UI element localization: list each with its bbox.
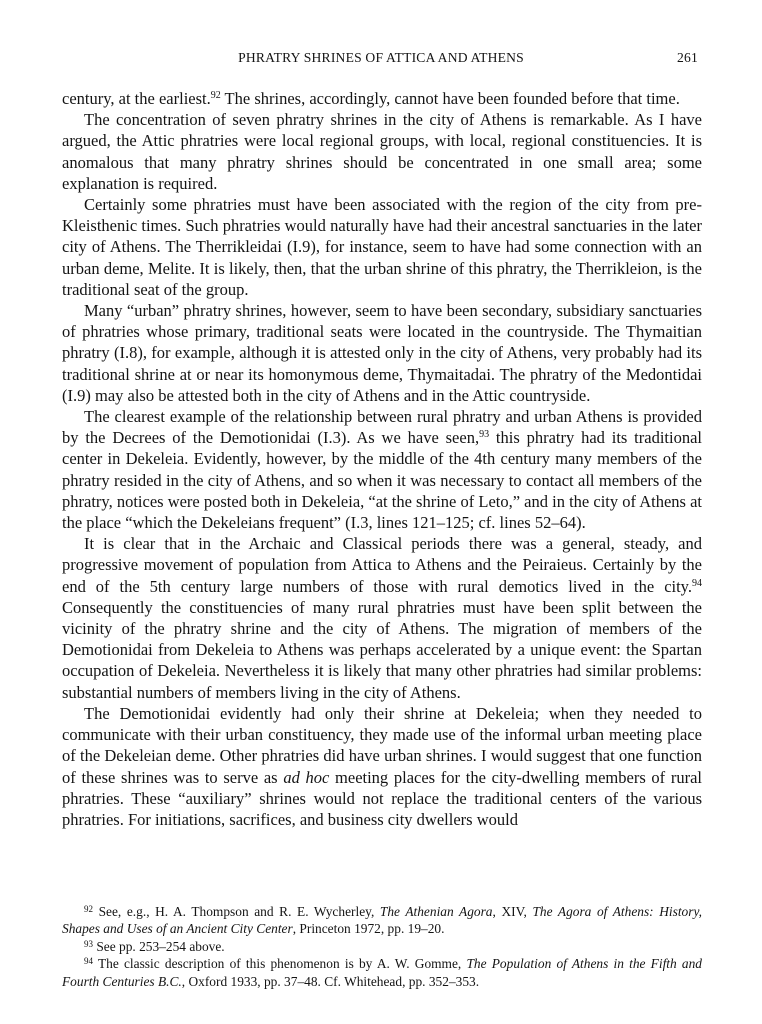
paragraph-text: The shrines, accordingly, cannot have been founded before that time.	[220, 89, 680, 108]
footnote-text: See, e.g., H. A. Thompson and R. E. Wycherley,	[93, 904, 380, 919]
footnote-italic: The Agora of Athens: History, Shapes and Uses of an Ancient City Center	[62, 904, 703, 937]
footnote-text: See pp. 253–254 above.	[93, 938, 225, 954]
paragraph-text: Many “urban” phratry shrines, however, seem to have been secondary, subsidiary sanctuaries of phratries whose primary, traditional seats were located in the countryside. The Thymaitian phratry (I.8), for example, although it is attested only in the city of Athens, very probably had its traditional shrine at or near its homonymous deme, Thymaitadai. The phratry of the Medontidai (I.9) may also be attested both in the city of Athens and in the Attic countryside.	[62, 301, 702, 405]
paragraph-text: The Demotionidai evidently had only their shrine at Dekeleia; when they needed to communicate with their urban constituency, they made use of the informal urban meeting place of the Dekeleian deme. Other phratries did have urban shrines. I would suggest that one function of these shrines was to serve as	[62, 703, 702, 787]
page-number: 261	[677, 50, 698, 65]
paragraph	[62, 406, 702, 533]
footnote-text: , Oxford 1933, pp. 37–48. Cf. Whitehead, pp. 352–353.	[181, 973, 480, 989]
footnote	[62, 955, 702, 990]
footnote-number: 94	[84, 956, 93, 967]
footnote-text: The classic description of this phenomenon is by A. W. Gomme,	[93, 956, 467, 972]
paragraph-text: this phratry had its traditional center in Dekeleia. Evidently, however, by the middle of the 4th century many members of the phratry resided in the city of Athens, and so when it was necessary to contact all members of the phratry, notices were posted both in Dekeleia, “at the shrine of Leto,” and in the city of Athens at the place “which the Dekeleians frequent” (I.3, lines 121–125; cf. lines 52–64).	[62, 428, 702, 533]
paragraph-text: The concentration of seven phratry shrines in the city of Athens is remarkable. As I have argued, the Attic phratries were local regional groups, with local, regional constituencies. It is anomalous that many phratry shrines should be concentrated in one small area; some explanation is required.	[62, 110, 702, 193]
paragraph-text: The clearest example of the relationship between rural phratry and urban Athens is provided by the Decrees of the Demotionidai (I.3). As we have seen,	[62, 407, 702, 448]
paragraph	[62, 88, 702, 109]
footnotes	[62, 903, 702, 990]
footnote-ref: 93	[479, 429, 490, 441]
footnote-italic: The Athenian Agora	[379, 904, 493, 919]
paragraph	[62, 109, 702, 194]
italic-text: ad hoc	[283, 767, 330, 787]
paragraph	[62, 533, 702, 703]
footnote-text: , XIV,	[492, 904, 533, 919]
footnote-ref: 92	[210, 90, 221, 101]
paragraph	[62, 194, 702, 300]
running-header	[62, 50, 700, 72]
footnote-ref: 94	[692, 577, 702, 589]
footnote-number: 92	[84, 904, 93, 914]
paragraph	[62, 703, 702, 830]
main-text	[62, 88, 702, 830]
footnote-number: 93	[84, 938, 93, 949]
paragraph-text: Certainly some phratries must have been associated with the region of the city from pre-Kleisthenic times. Such phratries would naturally have had their ancestral sanctuaries in the later city of Athens. The Therrikleidai (I.9), for instance, seem to have had some connection with an urban deme, Melite. It is likely, then, that the urban shrine of this phratry, the Therrikleion, is the traditional seat of the group.	[62, 195, 702, 299]
footnote	[62, 903, 702, 938]
footnote-italic: The Population of Athens in the Fifth and Fourth Centuries B.C.	[62, 956, 702, 989]
footnote	[62, 938, 702, 955]
paragraph	[62, 300, 702, 406]
paragraph-text: century, at the earliest.	[62, 89, 211, 108]
footnote-text: , Princeton 1972, pp. 19–20.	[292, 921, 445, 937]
paragraph-text: It is clear that in the Archaic and Classical periods there was a general, steady, and progressive movement of population from Attica to Athens and the Peiraieus. Certainly by the end of the 5th century large numbers of those with rural demotics lived in the city.	[62, 534, 702, 596]
running-title: PHRATRY SHRINES OF ATTICA AND ATHENS	[238, 50, 524, 65]
paragraph-text: meeting places for the city-dwelling members of rural phratries. These “auxiliary” shrines would not replace the traditional centers of the various phratries. For initiations, sacrifices, and business city dwellers would	[62, 767, 703, 829]
paragraph-text: Consequently the constituencies of many rural phratries must have been split between the vicinity of the phratry shrine and the city of Athens. The migration of members of the Demotionidai from Dekeleia to Athens was perhaps accelerated by a unique event: the Spartan occupation of Dekeleia. Nevertheless it is likely that many other phratries had similar problems: substantial numbers of members living in the city of Athens.	[62, 597, 702, 702]
